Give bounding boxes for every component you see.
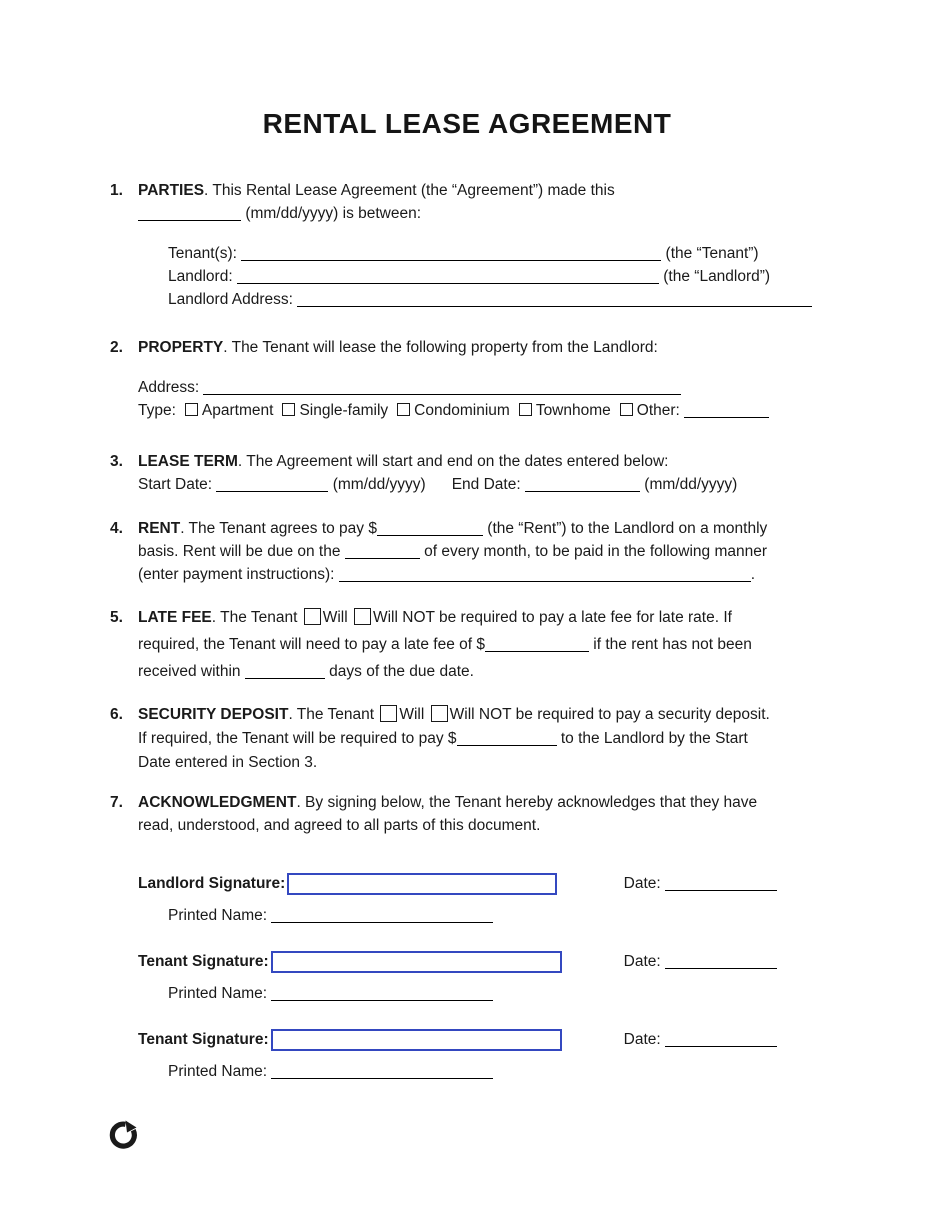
deposit-text-2a: If required, the Tenant will be required to pay $ <box>138 730 457 747</box>
start-date-label: Start Date: <box>138 476 213 493</box>
parties-date-suffix: (mm/dd/yyyy) is between: <box>245 205 422 222</box>
acknowledgment-text-2: read, understood, and agreed to all parts of this document. <box>138 817 541 834</box>
landlord-printed-name-label: Printed Name: <box>168 907 268 924</box>
late-fee-text-2a: required, the Tenant will need to pay a late fee of $ <box>138 636 485 653</box>
late-fee-text-3a: received within <box>138 663 241 680</box>
rent-line-3 <box>138 563 822 586</box>
rent-text-2a: basis. Rent will be due on the <box>138 543 341 560</box>
property-intro-line <box>138 336 822 359</box>
tenant-signature-label-2: Tenant Signature: <box>138 1031 269 1048</box>
tenant-signature-field-2[interactable] <box>271 1029 562 1051</box>
rent-text-1b: (the “Rent”) to the Landlord on a monthly <box>487 520 768 537</box>
tenant-printed-name-label-2: Printed Name: <box>168 1063 268 1080</box>
landlord-line <box>168 265 822 288</box>
deposit-amount-blank <box>457 741 557 746</box>
deposit-will-label: Will <box>399 706 425 723</box>
tenant-printed-name-row-2 <box>168 1060 934 1083</box>
section-acknowledgment-body <box>138 791 822 837</box>
parties-intro-line <box>138 179 822 202</box>
rent-line-1 <box>138 517 822 540</box>
acknowledgment-text-1: . By signing below, the Tenant hereby acknowledges that they have <box>296 794 758 811</box>
deposit-will-not-checkbox[interactable] <box>431 705 448 722</box>
deposit-text-1a: . The Tenant <box>288 706 375 723</box>
start-date-blank <box>216 487 328 492</box>
section-lease-term-body <box>138 450 822 496</box>
section-number: 4. <box>110 520 123 537</box>
landlord-label: Landlord: <box>168 268 233 285</box>
circular-arrow-logo-svg <box>108 1120 138 1150</box>
landlord-printed-name-blank <box>271 918 493 923</box>
end-date-label: End Date: <box>451 476 521 493</box>
tenant-date-label-1: Date: <box>623 953 661 970</box>
deposit-line-1 <box>138 703 822 727</box>
tenant-date-group-1 <box>624 953 777 971</box>
page-title: RENTAL LEASE AGREEMENT <box>262 108 672 139</box>
tenant-signature-row-1 <box>138 951 822 973</box>
deposit-line-2 <box>138 727 822 751</box>
apartment-label: Apartment <box>201 402 274 419</box>
lease-dates-line <box>138 473 822 496</box>
deposit-heading: SECURITY DEPOSIT <box>138 706 289 723</box>
property-intro-text: . The Tenant will lease the following property from the Landlord: <box>223 339 658 356</box>
condominium-label: Condominium <box>414 402 510 419</box>
late-fee-text-3b: days of the due date. <box>329 663 474 680</box>
tenant-date-group-2 <box>624 1031 777 1049</box>
property-type-line <box>138 399 822 422</box>
end-date-blank <box>525 487 640 492</box>
apartment-checkbox[interactable] <box>185 403 198 416</box>
single-family-label: Single-family <box>299 402 389 419</box>
deposit-text-1b: Will NOT be required to pay a security deposit. <box>449 706 770 723</box>
section-rent-body <box>138 517 822 586</box>
rent-text-2b: of every month, to be paid in the following manner <box>424 543 768 560</box>
section-number: 1. <box>110 182 123 199</box>
parties-fields <box>168 242 822 311</box>
payment-instructions-blank <box>339 577 751 582</box>
section-number: 7. <box>110 794 123 811</box>
deposit-text-2b: to the Landlord by the Start <box>560 730 748 747</box>
rent-amount-blank <box>377 531 483 536</box>
deposit-line-3 <box>138 751 822 775</box>
section-number: 2. <box>110 339 123 356</box>
parties-heading: PARTIES <box>138 182 205 199</box>
tenant-signature-field-1[interactable] <box>271 951 562 973</box>
tenant-printed-name-label-1: Printed Name: <box>168 985 268 1002</box>
tenant-sign-date-blank-1 <box>665 964 777 969</box>
section-property-body <box>138 336 822 422</box>
property-address-line <box>138 376 822 399</box>
section-late-fee-body <box>138 604 822 685</box>
property-type-label: Type: <box>138 402 176 419</box>
rent-text-3a: (enter payment instructions): <box>138 566 335 583</box>
late-days-blank <box>245 674 325 679</box>
circular-arrow-logo-icon <box>108 1120 138 1150</box>
due-day-blank <box>345 554 420 559</box>
start-date-format: (mm/dd/yyyy) <box>332 476 426 493</box>
property-heading: PROPERTY <box>138 339 224 356</box>
section-late-fee <box>110 604 822 685</box>
property-fields <box>138 376 822 422</box>
other-type-blank <box>684 413 769 418</box>
single-family-checkbox[interactable] <box>282 403 295 416</box>
section-parties <box>110 179 822 311</box>
end-date-format: (mm/dd/yyyy) <box>644 476 738 493</box>
section-number: 5. <box>110 609 123 626</box>
property-address-label: Address: <box>138 379 200 396</box>
late-fee-line-2 <box>138 631 822 658</box>
deposit-text-3: Date entered in Section 3. <box>138 754 318 771</box>
townhome-label: Townhome <box>535 402 611 419</box>
acknowledgment-heading: ACKNOWLEDGMENT <box>138 794 297 811</box>
landlord-sign-date-blank <box>665 886 777 891</box>
section-number: 6. <box>110 706 123 723</box>
parties-date-line <box>138 202 822 225</box>
late-fee-heading: LATE FEE <box>138 609 212 626</box>
lease-term-intro-text: . The Agreement will start and end on the dates entered below: <box>237 453 669 470</box>
section-security-deposit <box>110 703 822 775</box>
landlord-date-group <box>624 875 777 893</box>
tenant-line <box>168 242 822 265</box>
tenant-printed-name-blank-2 <box>271 1074 493 1079</box>
rent-text-1a: . The Tenant agrees to pay $ <box>180 520 377 537</box>
landlord-address-label: Landlord Address: <box>168 291 293 308</box>
section-number: 3. <box>110 453 123 470</box>
late-fee-text-1a: . The Tenant <box>211 609 298 626</box>
tenant-signature-row-2 <box>138 1029 822 1051</box>
late-fee-will-not-checkbox[interactable] <box>354 608 371 625</box>
section-property <box>110 336 822 422</box>
acknowledgment-line-1 <box>138 791 822 814</box>
tenant-signature-label-1: Tenant Signature: <box>138 953 269 970</box>
townhome-checkbox[interactable] <box>519 403 532 416</box>
section-acknowledgment <box>110 791 822 837</box>
section-parties-body <box>138 179 822 311</box>
landlord-signature-label: Landlord Signature: <box>138 875 286 892</box>
tenant-suffix: (the “Tenant”) <box>665 245 759 262</box>
landlord-date-label: Date: <box>623 875 661 892</box>
tenant-name-blank <box>241 256 661 261</box>
other-type-label: Other: <box>636 402 680 419</box>
tenant-printed-name-blank-1 <box>271 996 493 1001</box>
rent-text-3b: . <box>750 566 756 583</box>
late-fee-text-1b: Will NOT be required to pay a late fee for late rate. If <box>372 609 732 626</box>
late-fee-amount-blank <box>485 647 589 652</box>
late-fee-will-label: Will <box>322 609 348 626</box>
agreement-date-blank <box>138 216 241 221</box>
landlord-signature-row <box>138 873 822 895</box>
deposit-will-checkbox[interactable] <box>380 705 397 722</box>
lease-term-intro-line <box>138 450 822 473</box>
late-fee-line-1 <box>138 604 822 631</box>
late-fee-line-3 <box>138 658 822 685</box>
tenant-sign-date-blank-2 <box>665 1042 777 1047</box>
rent-line-2 <box>138 540 822 563</box>
landlord-address-line <box>168 288 822 311</box>
section-rent <box>110 517 822 586</box>
parties-intro-text: . This Rental Lease Agreement (the “Agreement”) made this <box>204 182 615 199</box>
landlord-signature-field[interactable] <box>287 873 557 895</box>
tenant-date-label-2: Date: <box>623 1031 661 1048</box>
section-lease-term <box>110 450 822 496</box>
landlord-address-blank <box>297 302 812 307</box>
lease-term-heading: LEASE TERM <box>138 453 238 470</box>
landlord-name-blank <box>237 279 659 284</box>
section-security-deposit-body <box>138 703 822 775</box>
landlord-printed-name-row <box>168 904 934 927</box>
landlord-suffix: (the “Landlord”) <box>663 268 771 285</box>
acknowledgment-line-2 <box>138 814 822 837</box>
tenant-printed-name-row-1 <box>168 982 934 1005</box>
tenant-label: Tenant(s): <box>168 245 237 262</box>
late-fee-text-2b: if the rent has not been <box>593 636 752 653</box>
rent-heading: RENT <box>138 520 181 537</box>
property-address-blank <box>203 390 681 395</box>
late-fee-will-checkbox[interactable] <box>304 608 321 625</box>
condominium-checkbox[interactable] <box>397 403 410 416</box>
other-type-checkbox[interactable] <box>620 403 633 416</box>
